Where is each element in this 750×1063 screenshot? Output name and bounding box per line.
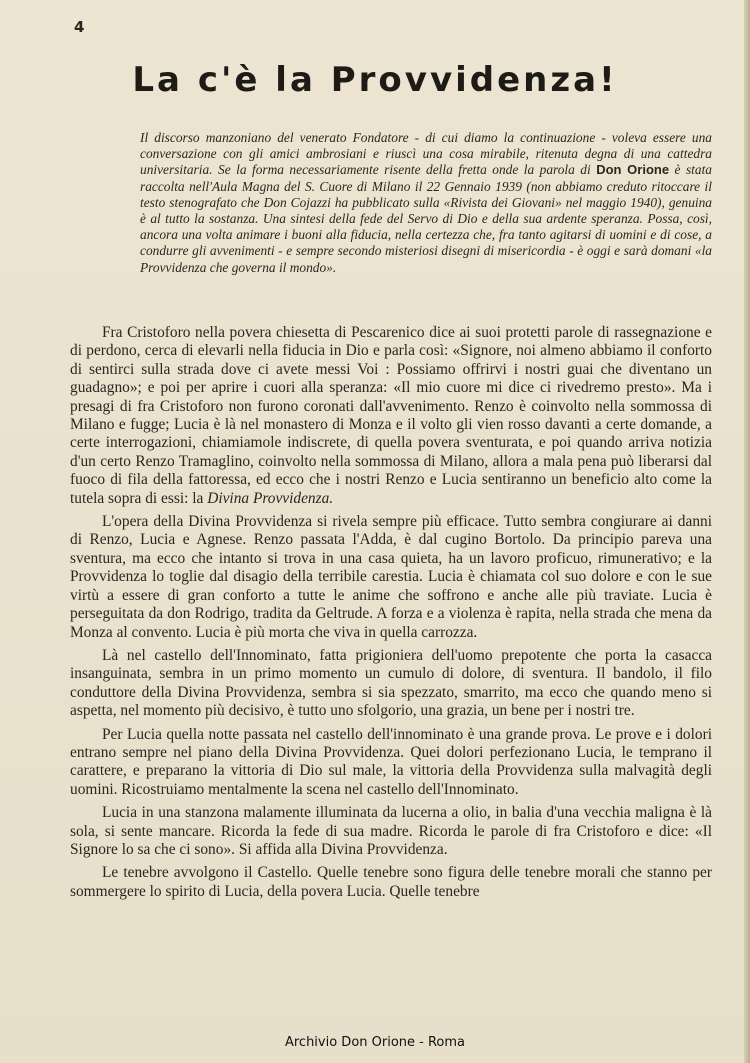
intro-text-part1: Il discorso manzoniano del venerato Fondatore - di cui diamo la continuazione - voleva essere una conversazione con gli amici ambrosiani e riuscì una cosa mirabile, ritenuta degna di una cattedra universitaria. Se la forma necessariamente risente della fretta onde la parola di <box>140 130 712 178</box>
article-title: La c'è la Provvidenza! <box>132 60 618 100</box>
article-body <box>70 324 712 906</box>
intro-name: Don Orione <box>596 162 670 178</box>
body-paragraph-1 <box>70 324 712 508</box>
page-edge-shadow <box>744 0 750 1063</box>
archive-footer: Archivio Don Orione - Roma <box>284 1035 466 1050</box>
paragraph-1-text: Fra Cristoforo nella povera chiesetta di Pescarenico dice ai suoi protetti parole di rassegnazione e di perdono, cerca di elevarli nella fiducia in Dio e parla così: «Signore, noi almeno abbiamo il conforto di sentirci sulla strada dove ci avete messi Voi : Possiamo offrirvi i nostri guai che diventano un guadagno»; e poi per aprire i cuori alla speranza: «Il mio cuore mi dice ci rivedremo presto». Ma i presagi di fra Cristoforo non furono coronati dall'avvenimento. Renzo è coinvolto nella sommossa di Milano e fugge; Lucia è là nel monastero di Monza e il volto gli vien rosso davanti a certe domande, a certe interrogazioni, chiamiamole indiscrete, di quella povera sventurata, e poi quando arriva notizia d'un certo Renzo Tramaglino, coinvolto nella sommossa di Milano, allora a mala pena può liberarsi dal fuoco di fila della fattoressa, ed ecco che i nostri Renzo e Lucia sentiranno un beneficio alto come la tutela sopra di essi: la <box>70 324 712 507</box>
page-number: 4 <box>74 18 85 36</box>
body-paragraph-2: L'opera della Divina Provvidenza si rivela sempre più efficace. Tutto sembra congiurare ai danni di Renzo, Lucia e Agnese. Renzo passata l'Adda, è dal cugino Bortolo. Da principio pareva una sventura, ma ecco che intanto si trova in una casa quieta, ha un lavoro proficuo, rimunerativo; e la Provvidenza lo toglie dal disagio della terribile carestia. Lucia è chiamata col suo dolore e con le sue virtù a essere di gran conforto a tutte le anime che soffrono e anche alle più traviate. Lucia è perseguitata da don Rodrigo, tradita da Geltrude. A forza e a violenza è rapita, nella strada che mena da Monza al convento. Lucia è più morta che viva in quella carrozza. <box>70 513 712 641</box>
body-paragraph-6: Le tenebre avvolgono il Castello. Quelle tenebre sono figura delle tenebre morali che stanno per sommergere lo spirito di Lucia, della povera Lucia. Quelle tenebre <box>70 864 712 900</box>
intro-text-part2: è stata raccolta nell'Aula Magna del S. Cuore di Milano il 22 Gennaio 1939 (non abbiamo creduto ritoccare il testo stenografato che Don Cojazzi ha pubblicato sulla «Rivista dei Giovani» nel maggio 1940), genuina è al tutto la sostanza. Una sintesi della fede del Servo di Dio e della sua ardente speranza. Possa, così, ancora una volta animare i buoni alla fiducia, nella certezza che, fra tanto agitarsi di uomini e di cose, a condurre gli avvenimenti - e sempre secondo misteriosi disegni di misericordia - è oggi e sarà domani «la Provvidenza che governa il mondo». <box>140 162 713 275</box>
body-paragraph-4: Per Lucia quella notte passata nel castello dell'innominato è una grande prova. Le prove e i dolori entrano sempre nel piano della Divina Provvidenza. Quei dolori perfezionano Lucia, le temprano il carattere, e preparano la vittoria di Dio sul male, la vittoria della Provvidenza sulla malvagità degli uomini. Ricostruiamo mentalmente la scena nel castello dell'Innominato. <box>70 725 712 798</box>
body-paragraph-5: Lucia in una stanzona malamente illuminata da lucerna a olio, in balia d'una vecchia maligna è là sola, si sente mancare. Ricorda la fede di sua madre. Ricorda le parole di fra Cristoforo e dice: «Il Signore lo sa che ci sono». Si affida alla Divina Provvidenza. <box>70 804 712 858</box>
body-paragraph-3: Là nel castello dell'Innominato, fatta prigioniera dell'uomo prepotente che porta la casacca insanguinata, sembra in un primo momento un cumulo di dolore, di sventura. Il bandolo, il filo conduttore della Divina Provvidenza, sembra si sia spezzato, smarrito, ma ecco che quando meno si aspetta, nel momento più decisivo, è tutto uno sfolgorio, una grazia, un bene per i nostri tre. <box>70 646 712 720</box>
intro-paragraph <box>140 130 712 276</box>
paragraph-1-italic: Divina Provvidenza. <box>207 489 334 507</box>
